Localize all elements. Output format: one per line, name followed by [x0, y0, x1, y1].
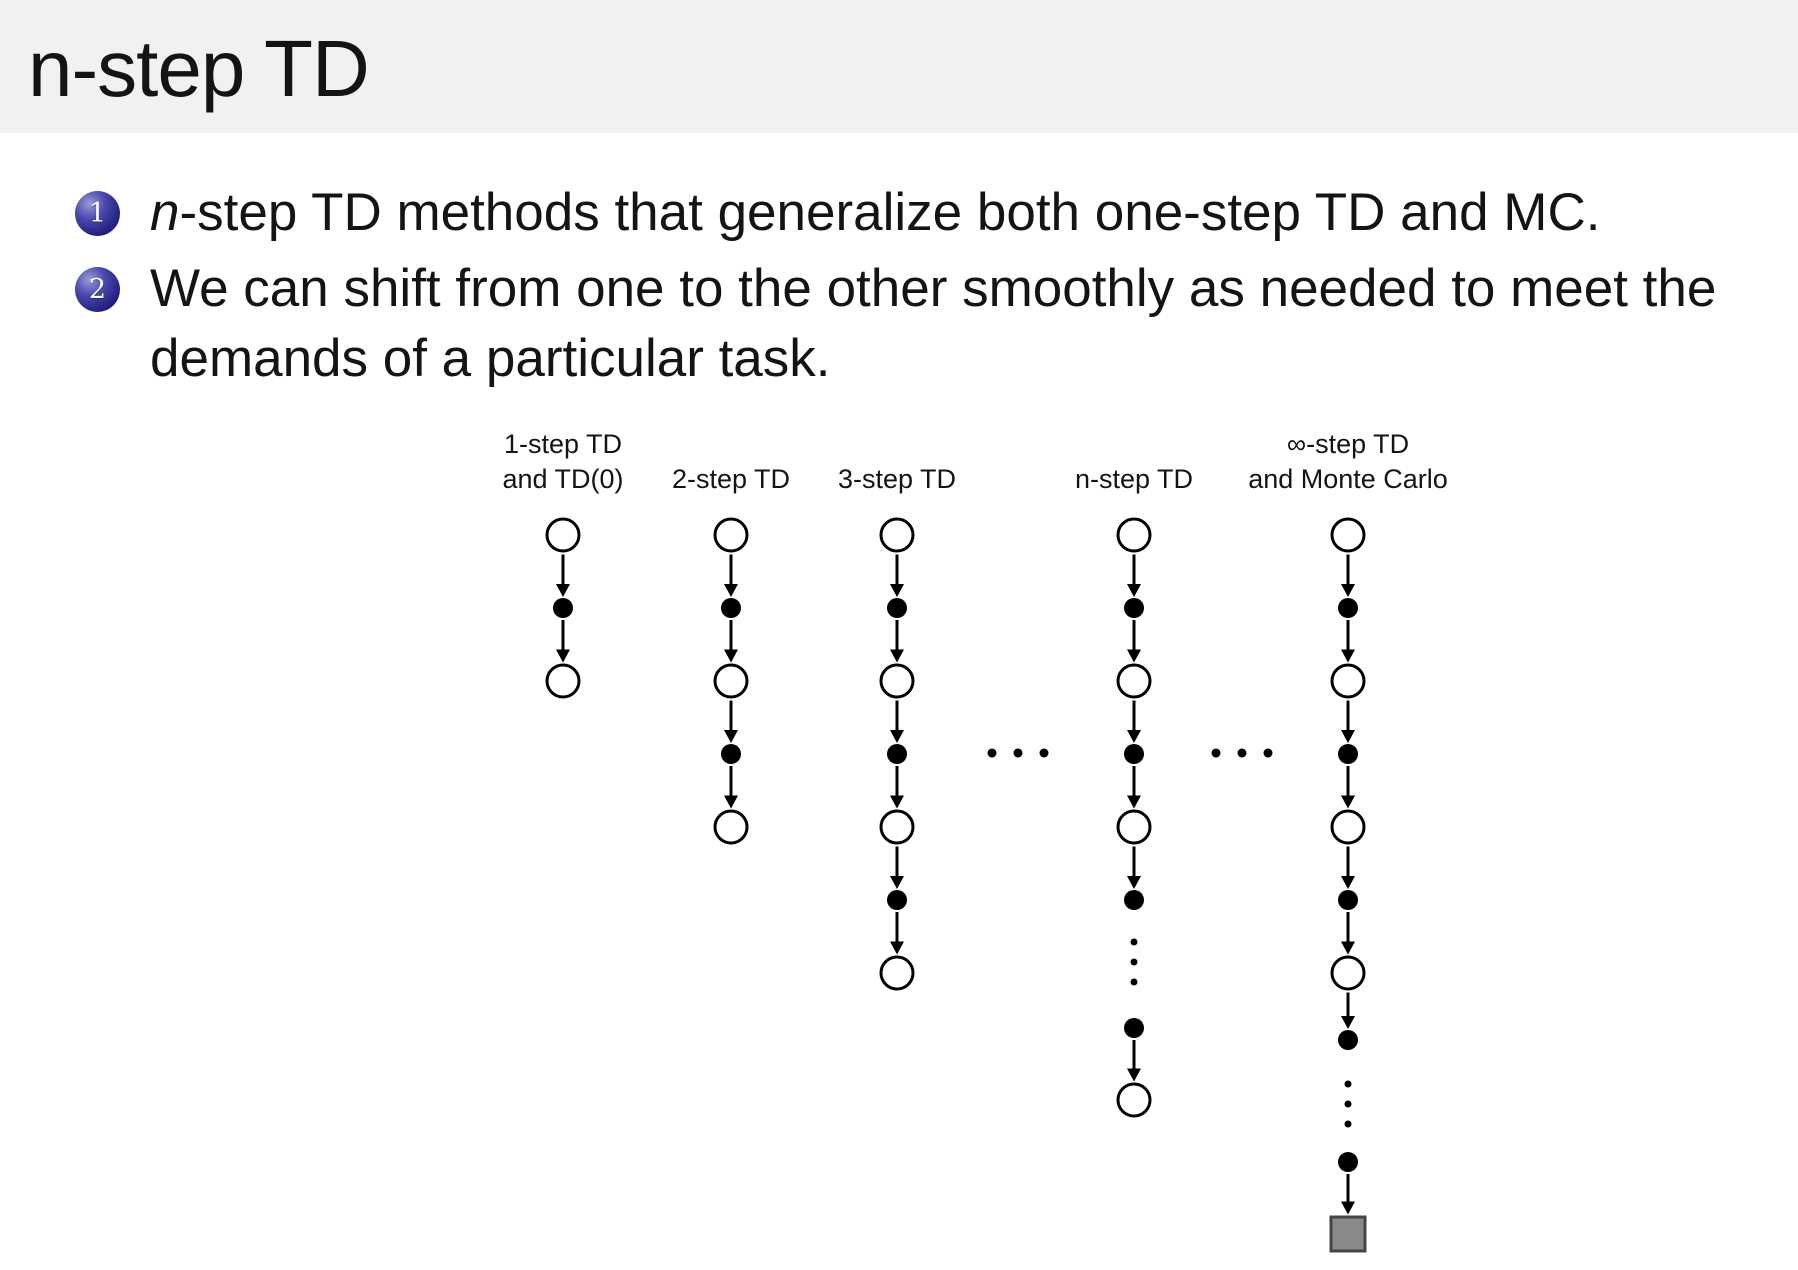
arrow-head: [1341, 730, 1355, 743]
arrow-head: [890, 730, 904, 743]
figure-column-label: ∞-step TD: [1286, 429, 1410, 459]
figure-column-label: n-step TD: [1074, 464, 1194, 494]
arrow-head: [1341, 650, 1355, 663]
state-node: [1118, 519, 1150, 551]
state-node: [881, 957, 913, 989]
arrow-head: [1341, 876, 1355, 889]
state-node: [881, 519, 913, 551]
state-node: [881, 665, 913, 697]
bullet-number-badge: 1: [75, 191, 120, 236]
vertical-ellipsis-dot: [1345, 1121, 1352, 1128]
vertical-ellipsis-dot: [1131, 959, 1138, 966]
action-node: [721, 598, 741, 618]
arrow-head: [890, 876, 904, 889]
action-node: [1338, 598, 1358, 618]
arrow-head: [724, 650, 738, 663]
action-node: [1338, 744, 1358, 764]
arrow-head: [1341, 1202, 1355, 1215]
state-node: [547, 665, 579, 697]
vertical-ellipsis-dot: [1345, 1081, 1352, 1088]
arrow-head: [890, 796, 904, 809]
state-node: [1332, 519, 1364, 551]
arrow-head: [890, 584, 904, 597]
horizontal-ellipsis-dot: [1212, 749, 1221, 758]
horizontal-ellipsis-dot: [1040, 749, 1049, 758]
action-node: [721, 744, 741, 764]
vertical-ellipsis-dot: [1345, 1101, 1352, 1108]
figure-column-label: 2-step TD: [671, 464, 791, 494]
state-node: [1118, 1084, 1150, 1116]
arrow-head: [724, 796, 738, 809]
arrow-head: [556, 584, 570, 597]
action-node: [887, 890, 907, 910]
vertical-ellipsis-dot: [1131, 979, 1138, 986]
terminal-state-node: [1331, 1217, 1365, 1251]
arrow-head: [1127, 796, 1141, 809]
arrow-head: [1341, 1016, 1355, 1029]
slide-title: n-step TD: [28, 23, 369, 113]
state-node: [1118, 665, 1150, 697]
bullet-body-text: -step TD methods that generalize both one-step TD and MC.: [179, 183, 1601, 242]
state-node: [547, 519, 579, 551]
arrow-head: [1341, 796, 1355, 809]
arrow-head: [556, 650, 570, 663]
figure-column-label: and TD(0): [502, 464, 624, 494]
horizontal-ellipsis-dot: [1014, 749, 1023, 758]
arrow-head: [1341, 942, 1355, 955]
state-node: [715, 519, 747, 551]
arrow-head: [890, 942, 904, 955]
arrow-head: [724, 730, 738, 743]
state-node: [715, 665, 747, 697]
bullet-italic-lead: n: [150, 183, 180, 242]
horizontal-ellipsis-dot: [1238, 749, 1247, 758]
state-node: [881, 811, 913, 843]
horizontal-ellipsis-dot: [988, 749, 997, 758]
state-node: [715, 811, 747, 843]
bullet-number-badge: 2: [75, 267, 120, 312]
action-node: [1338, 1030, 1358, 1050]
action-node: [1124, 744, 1144, 764]
action-node: [887, 744, 907, 764]
figure-column-label: 1-step TD: [503, 429, 623, 459]
arrow-head: [1341, 584, 1355, 597]
arrow-head: [724, 584, 738, 597]
figure-column-label: and Monte Carlo: [1248, 464, 1448, 494]
arrow-head: [1127, 650, 1141, 663]
figure-column-label: 3-step TD: [837, 464, 957, 494]
vertical-ellipsis-dot: [1131, 939, 1138, 946]
arrow-head: [1127, 730, 1141, 743]
horizontal-ellipsis-dot: [1264, 749, 1273, 758]
state-node: [1332, 957, 1364, 989]
arrow-head: [1127, 876, 1141, 889]
action-node: [1124, 1018, 1144, 1038]
state-node: [1118, 811, 1150, 843]
arrow-head: [1127, 1069, 1141, 1082]
bullet-body-text: We can shift from one to the other smoothly as needed to meet the demands of a particular task.: [150, 259, 1717, 388]
arrow-head: [1127, 584, 1141, 597]
state-node: [1332, 811, 1364, 843]
action-node: [1124, 890, 1144, 910]
action-node: [1338, 1152, 1358, 1172]
action-node: [553, 598, 573, 618]
state-node: [1332, 665, 1364, 697]
action-node: [1338, 890, 1358, 910]
action-node: [1124, 598, 1144, 618]
action-node: [887, 598, 907, 618]
arrow-head: [890, 650, 904, 663]
